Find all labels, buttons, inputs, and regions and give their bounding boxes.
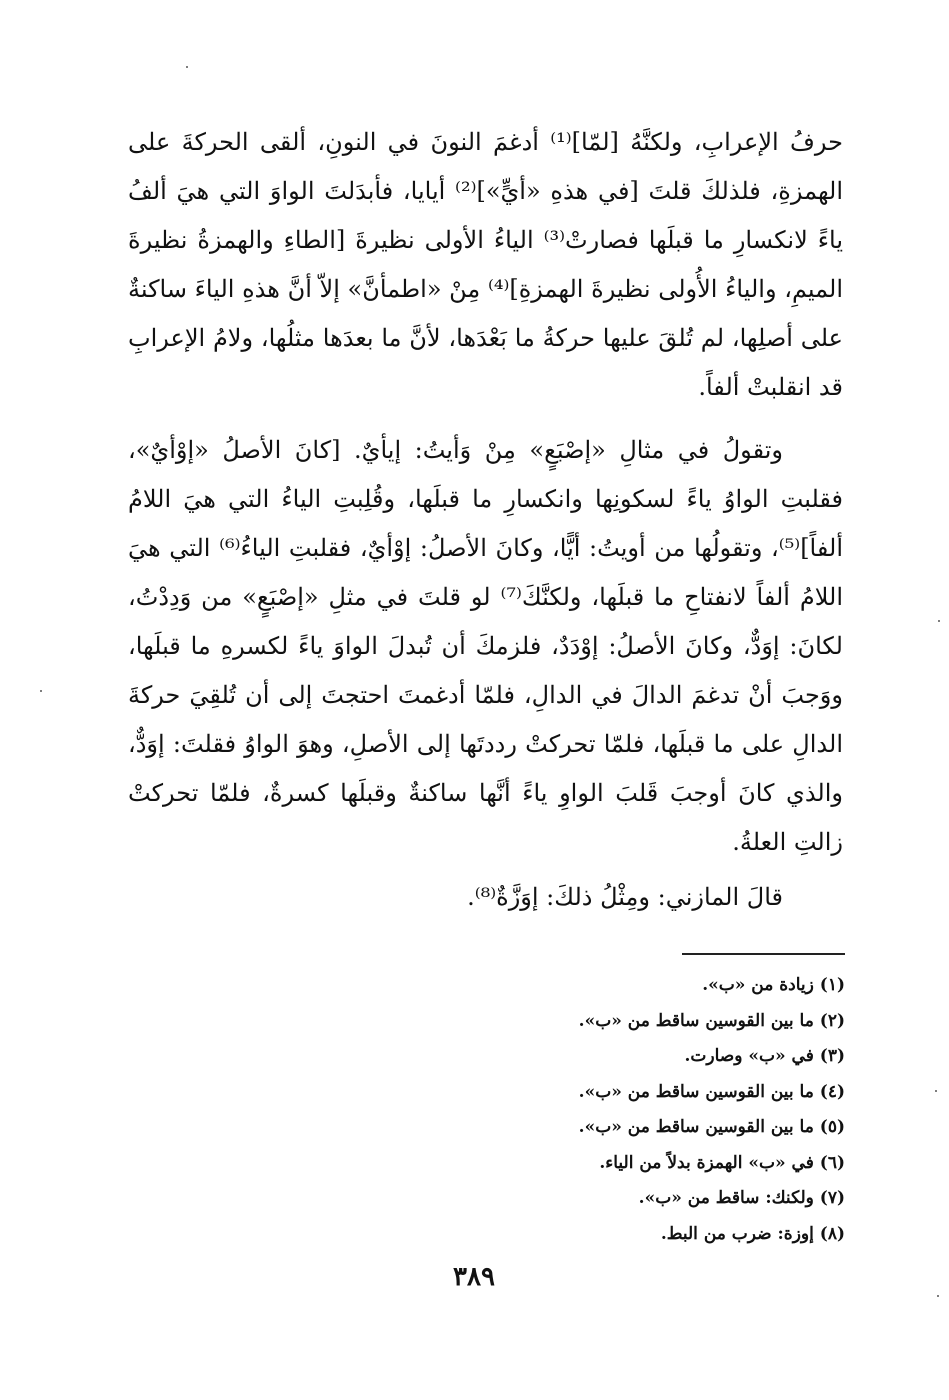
- scan-speck: [935, 1090, 937, 1092]
- paragraph-2: وتقولُ في مثالِ «إصْبَعٍ» مِنْ وَأيتُ: إيأيٌ. [كانَ الأصلُ «إوْأيٌ»، فقلبتِ الواوُ ياءً لسكونِها وانكسارِ ما قبلَها، وقُلِبتِ الياءُ التي هيَ اللامُ ألفاً]⁽⁵⁾، وتقولُها من أويتُ: أيًّا، وكانَ الأصلُ: إوْأيٌ، فقلبتِ الياءُ⁽⁶⁾ التي هيَ اللامُ ألفاً لانفتاحِ ما قبلَها، ولكنَّكَ⁽⁷⁾ لو قلتَ في مثلِ «إصْبَعٍ» من وَدِدْتُ، لكانَ: إوَدٌّ، وكانَ الأصلُ: إوْدَدٌ، فلزمكَ أن تُبدلَ الواوَ ياءً لكسرهِ ما قبلَها، ووَجبَ أنْ تدغمَ الدالَ في الدالِ، فلمّا أدغمتَ احتجتَ إلى أن تُلقِيَ حركةَ الدالِ على ما قبلَها، فلمّا تحركتْ رددتَها إلى الأصلِ، وهوَ الواوُ فقلتَ: إوَدٌّ، والذي كانَ أوجبَ قَلبَ الواوِ ياءً أنَّها ساكنةٌ وقبلَها كسرةٌ، فلمّا تحركتْ زالتِ العلةُ.: [128, 436, 843, 856]
- footnote-4: (٤) ما بين القوسين ساقط من «ب».: [578, 1081, 845, 1102]
- footnote-7: (٧) ولكنك: ساقط من «ب».: [638, 1188, 845, 1208]
- scan-speck: [186, 66, 188, 68]
- footnote-divider: [682, 953, 845, 955]
- footnote-6: (٦) في «ب» الهمزة بدلاً من الياء.: [599, 1152, 845, 1173]
- footnotes: [300, 968, 845, 1252]
- footnote-1: (١) زيادة من «ب».: [702, 975, 845, 995]
- scan-speck: [937, 1295, 939, 1297]
- paragraph-1: حرفُ الإعرابِ، ولكنَّهُ [لمّا]⁽¹⁾ أدغمَ النونَ في النونِ، ألقى الحركةَ على الهمزةِ، فلذلكَ قلتَ [في هذهِ «أيٍّ»]⁽²⁾ أيايا، فأبدَلتَ الواوَ التي هيَ ألفُ ياءً لانكسارِ ما قبلَها فصارتْ⁽³⁾ الياءُ الأولى نظيرةَ [الطاءِ والهمزةُ نظيرةَ الميمِ، والياءُ الأُولى نظيرةَ الهمزةِ]⁽⁴⁾ مِنْ «اطمأنَّ» إلاّ أنَّ هذهِ الياءَ ساكنةٌ على أصلِها، لم تُلقَ عليها حركةُ ما بَعْدَها، لأنَّ ما بعدَها مثلُها، ولامُ الإعرابِ قد انقلبتْ ألفاً.: [128, 128, 844, 401]
- footnote-5: (٥) ما بين القوسين ساقط من «ب».: [578, 1117, 845, 1137]
- footnote-8: (٨) إوزة: ضرب من البط.: [660, 1223, 845, 1244]
- page-number: ٣٨٩: [453, 1262, 495, 1292]
- footnote-3: (٣) في «ب» وصارت.: [684, 1046, 845, 1066]
- footnote-2: (٢) ما بين القوسين ساقط من «ب».: [578, 1010, 845, 1031]
- scan-speck: [938, 620, 940, 622]
- scan-speck: [40, 690, 42, 692]
- main-text: [128, 118, 843, 922]
- paragraph-3: قالَ المازني: ومِثْلُ ذلكَ: إوَزَّةٌ⁽⁸⁾.: [467, 883, 783, 911]
